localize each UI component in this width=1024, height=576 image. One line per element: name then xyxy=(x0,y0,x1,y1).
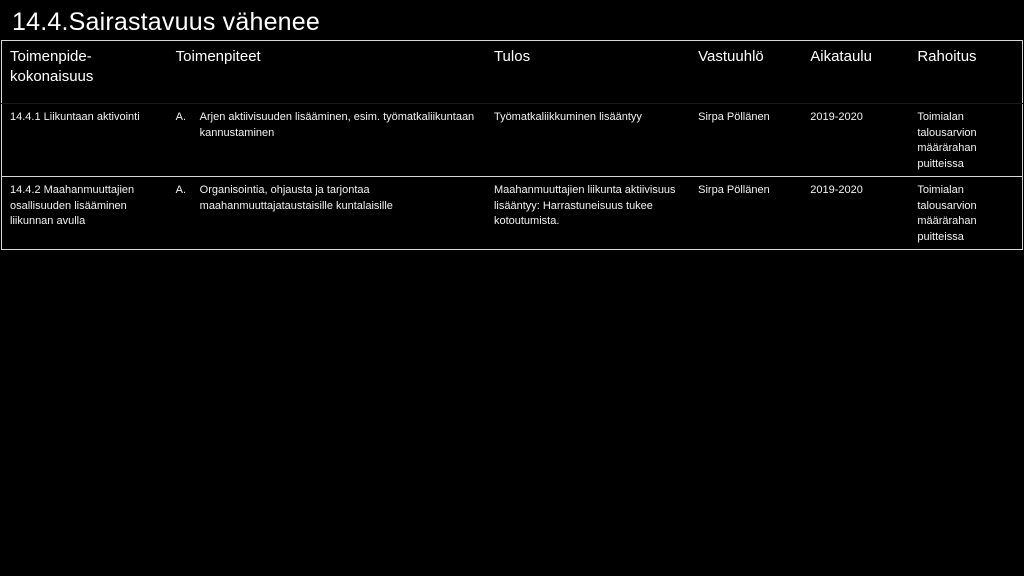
action-letter: A. xyxy=(175,111,187,123)
action-text: Organisointia, ohjausta ja tarjontaa maahanmuuttajataustaisille kuntalaisille xyxy=(199,184,393,212)
cell-result: Työmatkaliikkuminen lisääntyy xyxy=(493,111,642,123)
cell-responsible: Sirpa Pöllänen xyxy=(698,111,770,123)
header-result: Tulos xyxy=(486,41,690,104)
action-letter: A. xyxy=(175,184,187,196)
cell-schedule: 2019-2020 xyxy=(810,184,863,196)
table-row xyxy=(2,177,1023,250)
table-header xyxy=(2,41,1023,104)
cell-goal: 14.4.2 Maahanmuuttajien osallisuuden lisääminen liikunnan avulla xyxy=(10,184,135,227)
cell-actions xyxy=(168,104,486,177)
cell-actions xyxy=(168,177,486,250)
cell-goal: 14.4.1 Liikuntaan aktivointi xyxy=(10,111,140,123)
cell-funding: Toimialan talousarvion määrärahan puitteissa xyxy=(917,184,977,243)
action-plan-table-container xyxy=(1,40,1023,250)
header-goal: Toimenpide-kokonaisuus xyxy=(2,41,168,104)
header-responsible: Vastuuhlö xyxy=(690,41,802,104)
header-row xyxy=(2,41,1023,104)
cell-schedule: 2019-2020 xyxy=(810,111,863,123)
header-funding: Rahoitus xyxy=(909,41,1022,104)
table-row xyxy=(2,104,1023,177)
slide-title: 14.4.Sairastavuus vähenee xyxy=(12,8,320,36)
header-schedule: Aikataulu xyxy=(802,41,909,104)
cell-responsible: Sirpa Pöllänen xyxy=(698,184,770,196)
cell-funding: Toimialan talousarvion määrärahan puitteissa xyxy=(917,111,977,170)
action-plan-table xyxy=(1,40,1023,250)
cell-result: Maahanmuuttajien liikunta aktiivisuus lisääntyy: Harrastuneisuus tukee kotoutumista. xyxy=(493,184,676,227)
table-body xyxy=(2,104,1023,250)
header-actions: Toimenpiteet xyxy=(168,41,486,104)
action-text: Arjen aktiivisuuden lisääminen, esim. työmatkaliikuntaan kannustaminen xyxy=(199,111,475,139)
